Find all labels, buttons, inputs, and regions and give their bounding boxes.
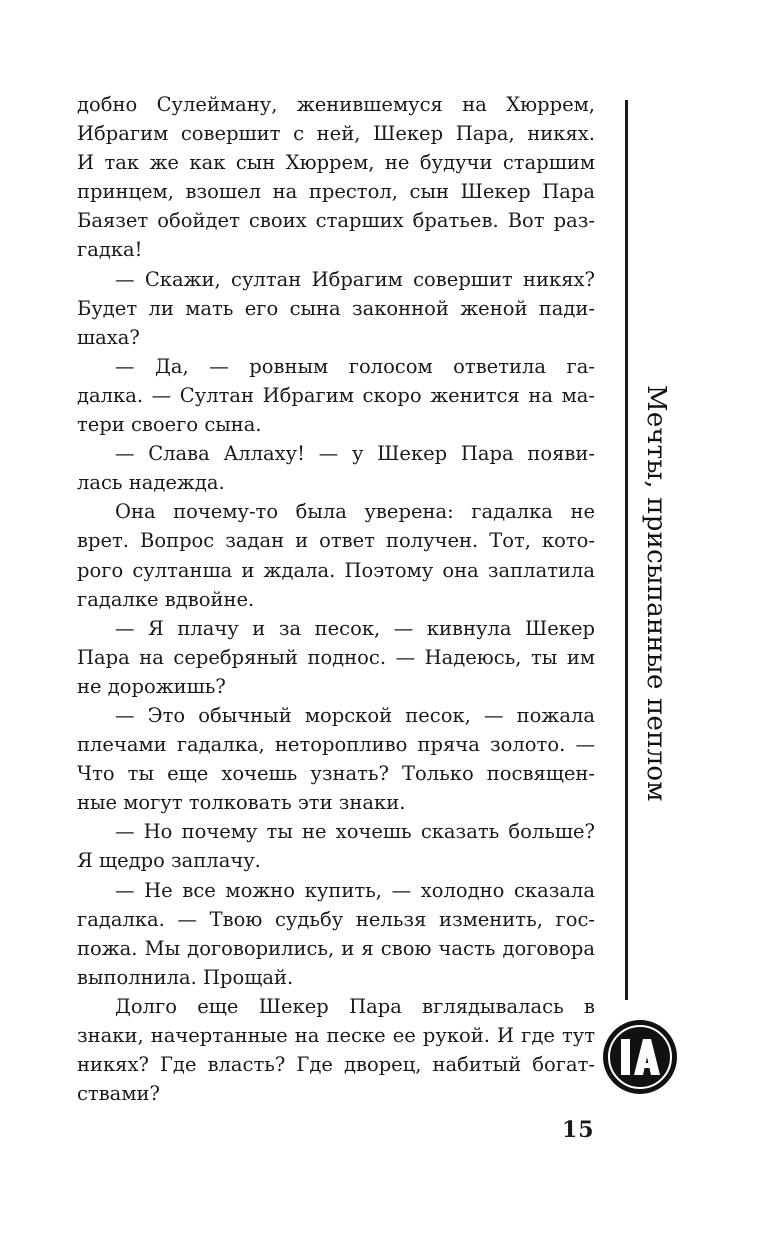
text-line: плечами гадалка, неторопливо пряча золото. — [77, 733, 595, 757]
text-line: — Это обычный морской песок, — пожала [115, 703, 595, 727]
text-line: знаки, начертанные на песке ее рукой. И где тут [77, 1024, 595, 1047]
text-line: Будет ли мать его сына законной женой пади- [77, 296, 595, 320]
page-number: 15 [562, 1117, 595, 1143]
publisher-logo-icon [600, 1017, 680, 1097]
text-line: врет. Вопрос задан и ответ получен. Тот, кото- [77, 529, 595, 553]
text-line: Пара на серебряный поднос. — Надеюсь, ты им [77, 645, 595, 669]
text-line: ные могут толковать эти знаки. [77, 791, 406, 815]
text-line: гадалке вдвойне. [77, 587, 255, 611]
text-line: тери своего сына. [77, 413, 262, 437]
text-line: — Не все можно купить, — холодно сказала [115, 878, 595, 902]
text-line: лась надежда. [77, 471, 225, 495]
text-line: пожа. Мы договорились, и я свою часть договора [77, 936, 595, 960]
text-line: рого султанша и ждала. Поэтому она заплатила [77, 558, 595, 582]
text-line: Долго еще Шекер Пара вглядывалась в [115, 994, 595, 1018]
text-line: Что ты еще хочешь узнать? Только посвящен- [77, 762, 595, 786]
text-line: — Слава Аллаху! — у Шекер Пара появи- [115, 442, 595, 466]
text-line: далка. — Султан Ибрагим скоро женится на ма- [77, 383, 595, 407]
side-rule [625, 100, 628, 1000]
text-line: — Скажи, султан Ибрагим совершит никях? [115, 267, 595, 291]
text-line: И так же как сын Хюррем, не будучи старшим [77, 151, 595, 175]
running-title: Мечты, присыпанные пеплом [641, 385, 671, 802]
text-line: гадка! [77, 238, 143, 262]
body-text [77, 90, 595, 1108]
text-line: ствами? [77, 1082, 160, 1106]
text-line: гадалка. — Твою судьбу нельзя изменить, гос- [77, 907, 595, 931]
text-line: Она почему-то была уверена: гадалка не [115, 500, 595, 524]
text-line: выполнила. Прощай. [77, 965, 294, 989]
text-line: — Но почему ты не хочешь сказать больше? [115, 820, 595, 844]
text-line: Ибрагим совершит с ней, Шекер Пара, никях. [77, 122, 595, 146]
text-line: не дорожишь? [77, 674, 226, 698]
text-line: — Я плачу и за песок, — кивнула Шекер [115, 616, 595, 640]
text-line: принцем, взошел на престол, сын Шекер Пара [77, 180, 595, 204]
text-line: — Да, — ровным голосом ответила га- [115, 354, 595, 378]
text-line: шаха? [77, 325, 140, 349]
text-line: Баязет обойдет своих старших братьев. Вот раз- [77, 209, 595, 233]
text-line: добно Сулейману, женившемуся на Хюррем, [77, 93, 595, 116]
text-line: Я щедро заплачу. [77, 849, 261, 873]
text-line: никях? Где власть? Где дворец, набитый богат- [77, 1053, 595, 1077]
